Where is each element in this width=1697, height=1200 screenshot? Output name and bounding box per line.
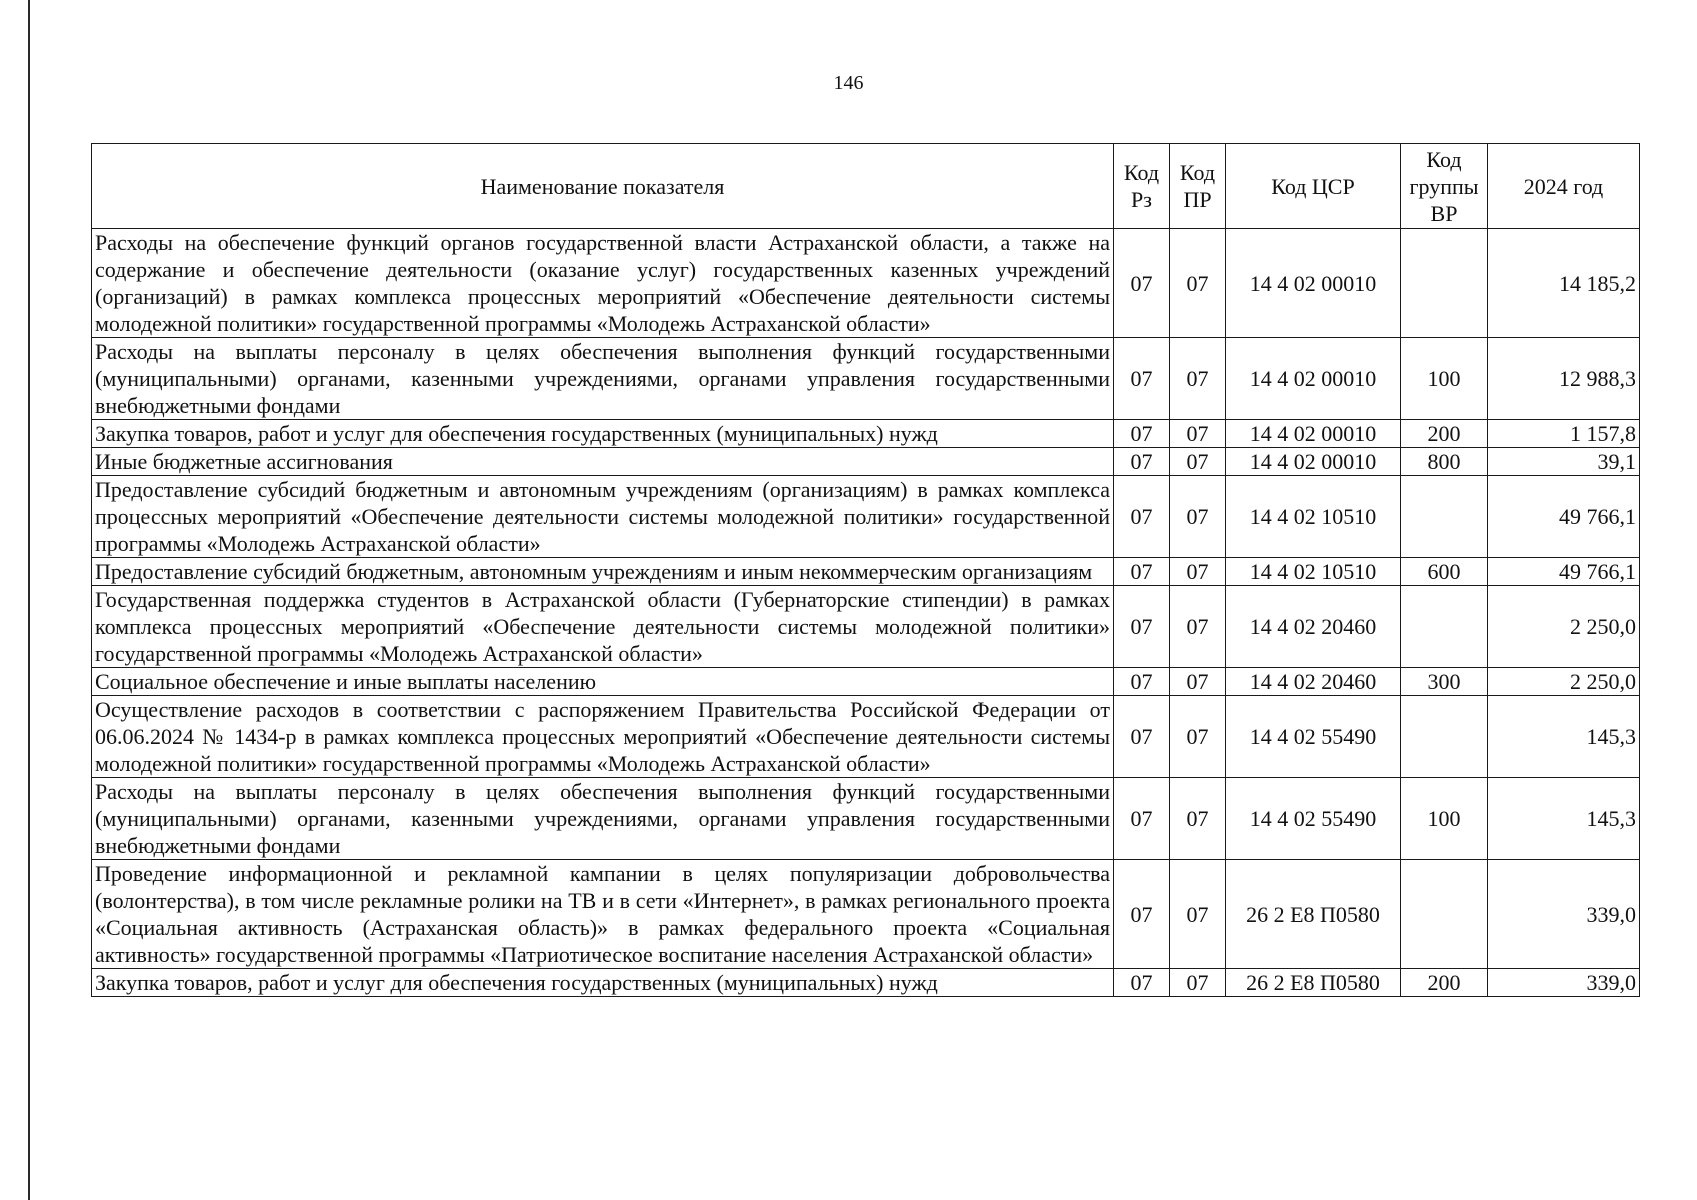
row-csr: 26 2 E8 П0580 (1226, 860, 1401, 969)
row-name: Расходы на обеспечение функций органов государственной власти Астраханской области, а также на содержание и обеспечение деятельности (оказание услуг) государственных казенных учреждений (организаций) в рамках комплекса процессных мероприятий «Обеспечение деятельности системы молодежной политики» государственной программы «Молодежь Астраханской области» (92, 229, 1114, 338)
row-csr: 14 4 02 00010 (1226, 229, 1401, 338)
row-vr: 300 (1401, 668, 1488, 696)
row-vr: 200 (1401, 420, 1488, 448)
row-name: Осуществление расходов в соответствии с распоряжением Правительства Российской Федерации от 06.06.2024 № 1434-р в рамках комплекса процессных мероприятий «Обеспечение деятельности системы молодежной политики» государственной программы «Молодежь Астраханской области» (92, 696, 1114, 778)
row-pr: 07 (1170, 696, 1226, 778)
row-name: Социальное обеспечение и иные выплаты населению (92, 668, 1114, 696)
table-header-row (92, 144, 1640, 229)
row-vr (1401, 586, 1488, 668)
scan-page-edge (28, 0, 30, 1200)
row-vr: 100 (1401, 338, 1488, 420)
row-name: Проведение информационной и рекламной кампании в целях популяризации добровольчества (волонтерства), в том числе рекламные ролики на ТВ и в сети «Интернет», в рамках регионального проекта «Социальная активность (Астраханская область)» в рамках федерального проекта «Социальная активность» государственной программы «Патриотическое воспитание населения Астраханской области» (92, 860, 1114, 969)
row-amount: 2 250,0 (1488, 668, 1640, 696)
row-vr: 600 (1401, 558, 1488, 586)
row-csr: 14 4 02 55490 (1226, 778, 1401, 860)
table-row (92, 969, 1640, 997)
row-rz: 07 (1114, 229, 1170, 338)
row-amount: 339,0 (1488, 860, 1640, 969)
row-rz: 07 (1114, 448, 1170, 476)
row-pr: 07 (1170, 668, 1226, 696)
row-amount: 145,3 (1488, 778, 1640, 860)
row-rz: 07 (1114, 778, 1170, 860)
row-csr: 14 4 02 20460 (1226, 586, 1401, 668)
table-row (92, 860, 1640, 969)
row-pr: 07 (1170, 338, 1226, 420)
row-name: Закупка товаров, работ и услуг для обеспечения государственных (муниципальных) нужд (92, 969, 1114, 997)
row-rz: 07 (1114, 668, 1170, 696)
row-rz: 07 (1114, 696, 1170, 778)
row-csr: 14 4 02 20460 (1226, 668, 1401, 696)
row-csr: 14 4 02 10510 (1226, 558, 1401, 586)
row-amount: 12 988,3 (1488, 338, 1640, 420)
row-vr (1401, 860, 1488, 969)
row-rz: 07 (1114, 476, 1170, 558)
header-vr: Код группы ВР (1401, 144, 1488, 229)
page-number: 146 (833, 72, 864, 94)
row-pr: 07 (1170, 229, 1226, 338)
table-row (92, 558, 1640, 586)
row-vr (1401, 476, 1488, 558)
header-csr: Код ЦСР (1226, 144, 1401, 229)
row-pr: 07 (1170, 586, 1226, 668)
row-pr: 07 (1170, 778, 1226, 860)
header-name: Наименование показателя (92, 144, 1114, 229)
table-row (92, 668, 1640, 696)
row-pr: 07 (1170, 420, 1226, 448)
row-amount: 49 766,1 (1488, 476, 1640, 558)
header-year: 2024 год (1488, 144, 1640, 229)
table-row (92, 778, 1640, 860)
row-pr: 07 (1170, 448, 1226, 476)
row-vr (1401, 696, 1488, 778)
row-pr: 07 (1170, 860, 1226, 969)
table-row (92, 586, 1640, 668)
table-row (92, 696, 1640, 778)
row-amount: 145,3 (1488, 696, 1640, 778)
row-amount: 2 250,0 (1488, 586, 1640, 668)
row-amount: 39,1 (1488, 448, 1640, 476)
row-name: Государственная поддержка студентов в Астраханской области (Губернаторские стипендии) в рамках комплекса процессных мероприятий «Обеспечение деятельности системы молодежной политики» государственной программы «Молодежь Астраханской области» (92, 586, 1114, 668)
row-csr: 14 4 02 55490 (1226, 696, 1401, 778)
row-vr: 100 (1401, 778, 1488, 860)
row-name: Предоставление субсидий бюджетным, автономным учреждениям и иным некоммерческим организациям (92, 558, 1114, 586)
row-rz: 07 (1114, 338, 1170, 420)
table-row (92, 229, 1640, 338)
row-csr: 26 2 E8 П0580 (1226, 969, 1401, 997)
table-row (92, 476, 1640, 558)
row-rz: 07 (1114, 860, 1170, 969)
header-pr: Код ПР (1170, 144, 1226, 229)
row-name: Предоставление субсидий бюджетным и автономным учреждениям (организациям) в рамках комплекса процессных мероприятий «Обеспечение деятельности системы молодежной политики» государственной программы «Молодежь Астраханской области» (92, 476, 1114, 558)
row-amount: 339,0 (1488, 969, 1640, 997)
table-row (92, 338, 1640, 420)
row-pr: 07 (1170, 558, 1226, 586)
row-csr: 14 4 02 00010 (1226, 448, 1401, 476)
table-row (92, 420, 1640, 448)
row-name: Закупка товаров, работ и услуг для обеспечения государственных (муниципальных) нужд (92, 420, 1114, 448)
row-amount: 49 766,1 (1488, 558, 1640, 586)
row-vr: 800 (1401, 448, 1488, 476)
row-name: Расходы на выплаты персоналу в целях обеспечения выполнения функций государственными (муниципальными) органами, казенными учреждениями, органами управления государственными внебюджетными фондами (92, 338, 1114, 420)
row-csr: 14 4 02 00010 (1226, 338, 1401, 420)
header-rz: Код Рз (1114, 144, 1170, 229)
row-pr: 07 (1170, 969, 1226, 997)
row-rz: 07 (1114, 420, 1170, 448)
row-rz: 07 (1114, 969, 1170, 997)
row-vr: 200 (1401, 969, 1488, 997)
row-rz: 07 (1114, 558, 1170, 586)
row-csr: 14 4 02 00010 (1226, 420, 1401, 448)
row-rz: 07 (1114, 586, 1170, 668)
row-pr: 07 (1170, 476, 1226, 558)
row-name: Иные бюджетные ассигнования (92, 448, 1114, 476)
budget-table (91, 143, 1640, 997)
table-row (92, 448, 1640, 476)
row-amount: 14 185,2 (1488, 229, 1640, 338)
row-csr: 14 4 02 10510 (1226, 476, 1401, 558)
row-name: Расходы на выплаты персоналу в целях обеспечения выполнения функций государственными (муниципальными) органами, казенными учреждениями, органами управления государственными внебюджетными фондами (92, 778, 1114, 860)
row-vr (1401, 229, 1488, 338)
row-amount: 1 157,8 (1488, 420, 1640, 448)
